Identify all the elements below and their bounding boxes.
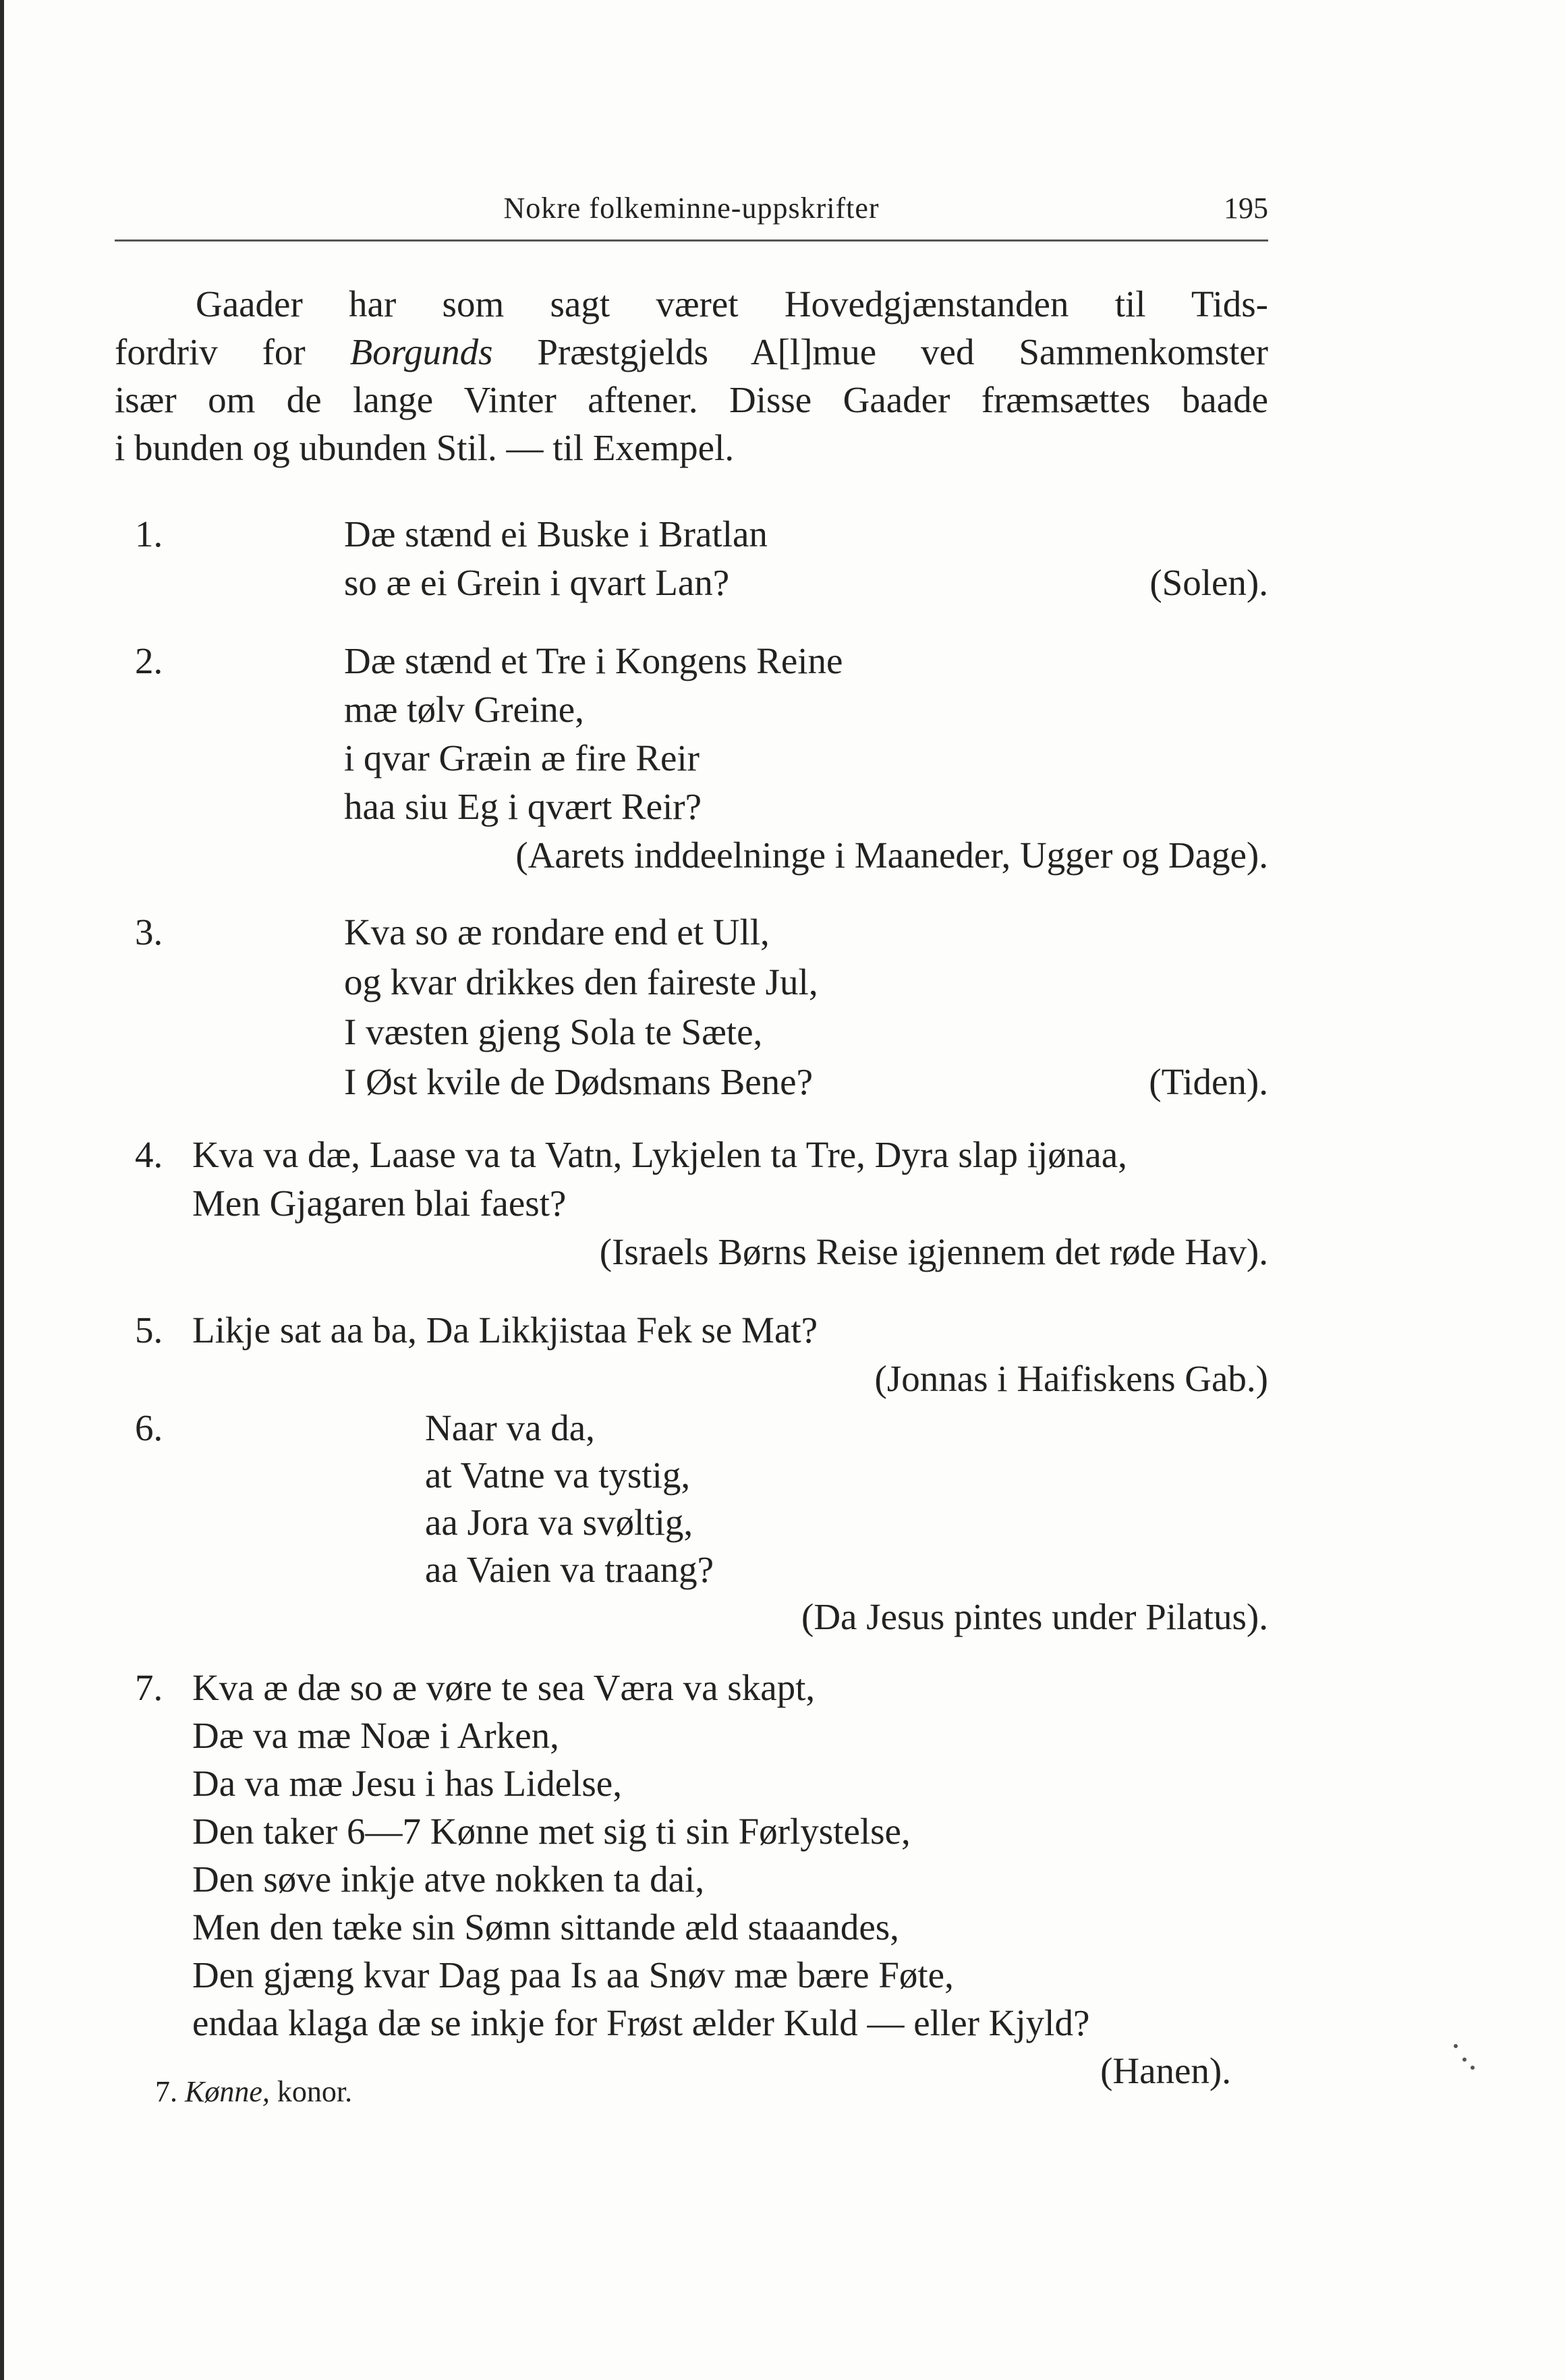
intro-line-text: Præstgjelds A[l]mue ved Sammenkomster [492, 331, 1268, 372]
riddle-answer: (Aarets inddeelninge i Maaneder, Ugger og Dage). [515, 834, 1268, 876]
riddle-answer: (Israels Børns Reise igjennem det røde Hav). [599, 1231, 1268, 1272]
riddle-number: 1. [135, 513, 163, 555]
place-name: Borgunds [349, 331, 493, 372]
riddle-answer: (Tiden). [1149, 1061, 1268, 1102]
intro-line: i bunden og ubunden Stil. — til Exempel. [115, 427, 735, 468]
riddle-line: mæ tølv Greine, [344, 689, 584, 730]
intro-line: Gaader har som sagt været Hovedgjænstanden til Tids- [196, 283, 1268, 324]
riddle-line: Dæ stænd et Tre i Kongens Reine [344, 640, 843, 681]
riddle-number: 6. [135, 1407, 163, 1448]
running-header [115, 186, 1268, 242]
footnote-gloss: konor. [277, 2075, 353, 2108]
intro-paragraph [115, 280, 1268, 472]
riddle-line: Den gjæng kvar Dag paa Is aa Snøv mæ bære Føte, [192, 1954, 954, 1995]
riddle-answer: (Hanen). [1100, 2050, 1231, 2091]
riddle-answer: (Solen). [1149, 562, 1268, 603]
riddle-line: Kva æ dæ so æ vøre te sea Væra va skapt, [192, 1667, 816, 1708]
riddle-line: aa Vaien va traang? [425, 1549, 714, 1590]
footnote-number: 7. [155, 2075, 177, 2108]
riddle-number: 5. [135, 1309, 163, 1351]
intro-line: især om de lange Vinter aftener. Disse Gaader fræmsættes baade [115, 379, 1268, 420]
page-number: 195 [1224, 192, 1268, 225]
riddle-line: at Vatne va tystig, [425, 1454, 691, 1496]
scan-speck [1462, 2058, 1467, 2062]
riddle-number: 2. [135, 640, 163, 681]
riddle-line: i qvar Græin æ fire Reir [344, 737, 700, 778]
riddle-line: Men den tæke sin Sømn sittande æld staaandes, [192, 1906, 899, 1948]
riddle-line: Kva va dæ, Laase va ta Vatn, Lykjelen ta Tre, Dyra slap ijønaa, [192, 1134, 1127, 1175]
riddle-line: so æ ei Grein i qvart Lan? [344, 562, 730, 603]
riddle-line: Men Gjagaren blai faest? [192, 1183, 567, 1224]
riddle-line: og kvar drikkes den faireste Jul, [344, 961, 818, 1002]
riddle-line: aa Jora va svøltig, [425, 1502, 693, 1543]
scan-speck [1454, 2044, 1458, 2048]
footnote [155, 2074, 352, 2109]
footnote-term: Kønne, [185, 2075, 270, 2108]
riddle-line: Den taker 6—7 Kønne met sig ti sin Førlystelse, [192, 1811, 911, 1852]
riddle-line: haa siu Eg i qvært Reir? [344, 786, 702, 827]
riddle-line: I Øst kvile de Dødsmans Bene? [344, 1061, 813, 1102]
riddle-line: Dæ stænd ei Buske i Bratlan [344, 513, 768, 555]
intro-line-text: fordriv for [115, 331, 350, 372]
riddle-line: Kva so æ rondare end et Ull, [344, 911, 770, 953]
scan-edge [0, 0, 4, 2380]
intro-line [115, 328, 1268, 376]
riddle-number: 3. [135, 911, 163, 953]
riddle-number: 4. [135, 1134, 163, 1175]
riddle-line: Den søve inkje atve nokken ta dai, [192, 1859, 705, 1900]
running-title: Nokre folkeminne-uppskrifter [503, 192, 880, 225]
riddle-line: Dæ va mæ Noæ i Arken, [192, 1715, 559, 1756]
riddle-answer: (Jonnas i Haifiskens Gab.) [874, 1358, 1268, 1399]
riddle-line: endaa klaga dæ se inkje for Frøst ælder Kuld — eller Kjyld? [192, 2002, 1090, 2043]
riddle-line: Likje sat aa ba, Da Likkjistaa Fek se Mat? [192, 1309, 818, 1351]
riddle-answer: (Da Jesus pintes under Pilatus). [801, 1596, 1268, 1637]
riddle-number: 7. [135, 1667, 163, 1708]
riddle-line: Naar va da, [425, 1407, 595, 1448]
riddle-line: I væsten gjeng Sola te Sæte, [344, 1011, 763, 1052]
riddle-line: Da va mæ Jesu i has Lidelse, [192, 1763, 622, 1804]
scan-speck [1471, 2066, 1475, 2070]
